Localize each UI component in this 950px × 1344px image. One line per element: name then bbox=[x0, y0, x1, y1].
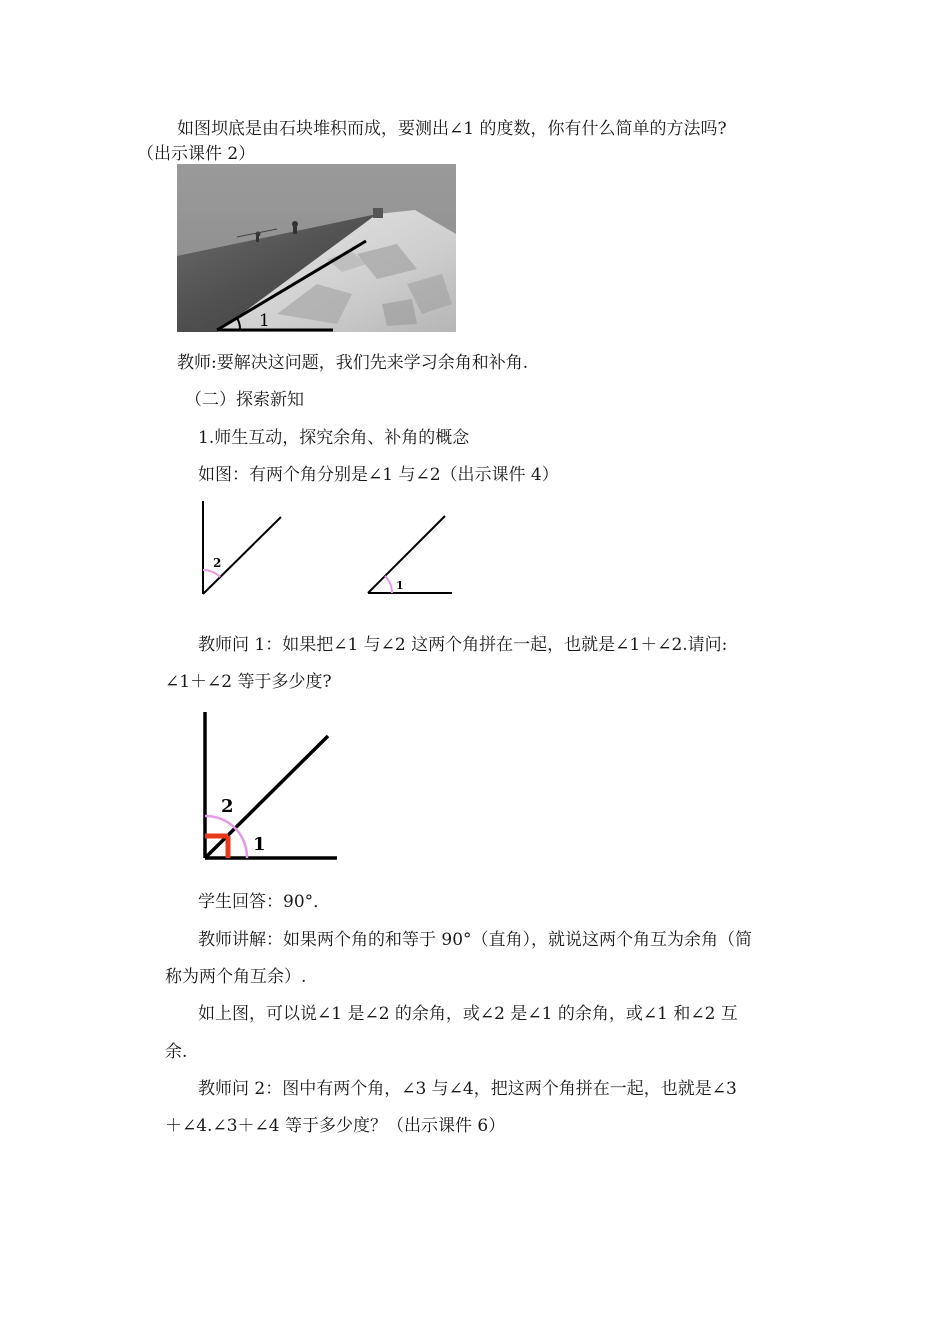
paragraph-teacher-explain-line2: 称为两个角互余）. bbox=[165, 967, 307, 987]
paragraph-teacher-question2-line2: ＋∠4.∠3＋∠4 等于多少度？（出示课件 6） bbox=[165, 1116, 506, 1136]
dam-photo bbox=[177, 164, 456, 332]
paragraph-teacher-explain-line1: 教师讲解：如果两个角的和等于 90°（直角），就说这两个角互为余角（简 bbox=[198, 930, 753, 950]
paragraph-teacher-question2-line1: 教师问 2：图中有两个角，∠3 与∠4，把这两个角拼在一起，也就是∠3 bbox=[198, 1079, 737, 1099]
paragraph-example-line1: 如上图，可以说∠1 是∠2 的余角，或∠2 是∠1 的余角，或∠1 和∠2 互 bbox=[198, 1004, 738, 1024]
angle-1-figure bbox=[364, 512, 456, 598]
paragraph-figure-intro: 如图：有两个角分别是∠1 与∠2（出示课件 4） bbox=[198, 465, 559, 485]
combined-angle-figure bbox=[195, 708, 345, 863]
paragraph-dam-question-line2: （出示课件 2） bbox=[137, 144, 256, 164]
combined-angle-label-1: 1 bbox=[253, 834, 266, 855]
paragraph-teacher-intro: 教师:要解决这问题，我们先来学习余角和补角. bbox=[177, 353, 529, 373]
paragraph-teacher-question1-line2: ∠1＋∠2 等于多少度? bbox=[165, 672, 332, 692]
angle-2-label: 2 bbox=[213, 556, 222, 570]
angle-2-figure bbox=[195, 498, 290, 600]
combined-angle-label-2: 2 bbox=[221, 796, 234, 817]
paragraph-dam-question-line1: 如图坝底是由石块堆积而成，要测出∠1 的度数，你有什么简单的方法吗? bbox=[177, 119, 727, 139]
dam-angle-label: 1 bbox=[259, 311, 270, 331]
item-1-heading: 1.师生互动，探究余角、补角的概念 bbox=[198, 428, 470, 448]
paragraph-student-answer: 学生回答：90°． bbox=[198, 892, 331, 912]
paragraph-teacher-question1-line1: 教师问 1：如果把∠1 与∠2 这两个角拼在一起，也就是∠1＋∠2.请问: bbox=[198, 635, 728, 655]
section-heading: （二）探索新知 bbox=[185, 390, 304, 410]
paragraph-example-line2: 余. bbox=[165, 1042, 188, 1062]
angle-1-label: 1 bbox=[396, 579, 404, 592]
